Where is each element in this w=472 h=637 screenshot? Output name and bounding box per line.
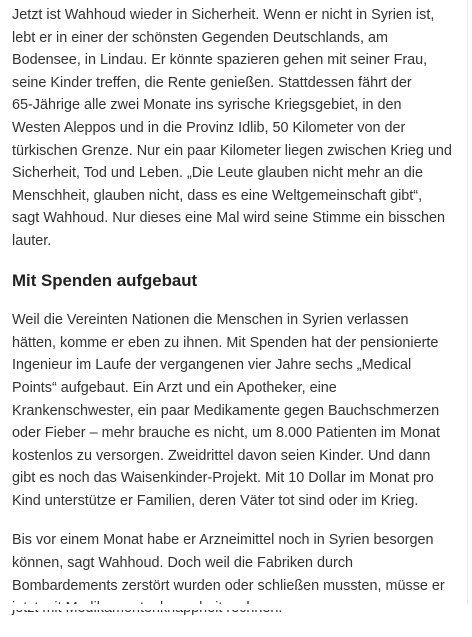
paragraph-line: seine Kinder treffen, die Rente genießen. Stattdessen fährt der (12, 74, 412, 91)
paragraph-line: lauter. (12, 232, 52, 249)
paragraph-line: Weil die Vereinten Nationen die Menschen in Syrien verlassen (12, 312, 409, 329)
paragraph-line: Bodensee, in Lindau. Er könnte spazieren gehen mit seiner Frau, (12, 52, 428, 69)
paragraph-line: Westen Aleppos und in die Provinz Idlib, 50 Kilometer von der (12, 119, 406, 136)
paragraph-line: Kind unterstütze er Familien, deren Väter tot sind oder im Krieg. (12, 492, 419, 509)
paragraph-line: Sicherheit, Tod und Leben. „Die Leute glauben nicht mehr an die (12, 165, 423, 182)
article-body (12, 4, 462, 637)
paragraph-line: Bis vor einem Monat habe er Arzneimittel noch in Syrien besorgen (12, 532, 434, 549)
article-paragraph-2 (12, 309, 462, 512)
paragraph-line: 65-Jährige alle zwei Monate ins syrische Kriegsgebiet, in den (12, 97, 402, 114)
paragraph-line: türkischen Grenze. Nur ein paar Kilometer liegen zwischen Krieg und (12, 142, 452, 159)
paragraph-line: kostenlos zu versorgen. Zweidrittel davon seien Kinder. Und dann (12, 447, 431, 464)
article-paragraph-1 (12, 4, 462, 253)
paragraph-line: sagt Wahhoud. Nur dieses eine Mal wird seine Stimme ein bisschen (12, 210, 445, 227)
paragraph-line: Points“ aufgebaut. Ein Arzt und ein Apotheker, eine (12, 379, 337, 396)
page-bottom-edge (0, 604, 472, 610)
paragraph-line: gibt es noch das Waisenkinder-Projekt. Mit 10 Dollar im Monat pro (12, 470, 434, 487)
paragraph-line: können, sagt Wahhoud. Doch weil die Fabriken durch (12, 555, 354, 572)
section-subheading: Mit Spenden aufgebaut (12, 270, 198, 290)
paragraph-line: Menschheit, glauben nicht, dass es eine Weltgemeinschaft gibt“, (12, 187, 423, 204)
paragraph-line: Krankenschwester, ein paar Medikamente gegen Bauchschmerzen (12, 402, 440, 419)
paragraph-line: Bombardements zerstört wurden oder schließen mussten, müsse er (12, 577, 445, 594)
paragraph-line: oder Fieber – mehr brauche es nicht, um 8.000 Patienten im Monat (12, 425, 440, 442)
paragraph-line: hätten, komme er eben zu ihnen. Mit Spenden hat der pensionierte (12, 334, 439, 351)
page-divider (467, 0, 468, 610)
paragraph-line: Jetzt ist Wahhoud wieder in Sicherheit. Wenn er nicht in Syrien ist, (12, 7, 435, 23)
paragraph-line: Ingenieur im Laufe der vergangenen vier Jahre sechs „Medical (12, 357, 412, 374)
paragraph-line: lebt er in einer der schönsten Gegenden Deutschlands, am (12, 29, 388, 46)
